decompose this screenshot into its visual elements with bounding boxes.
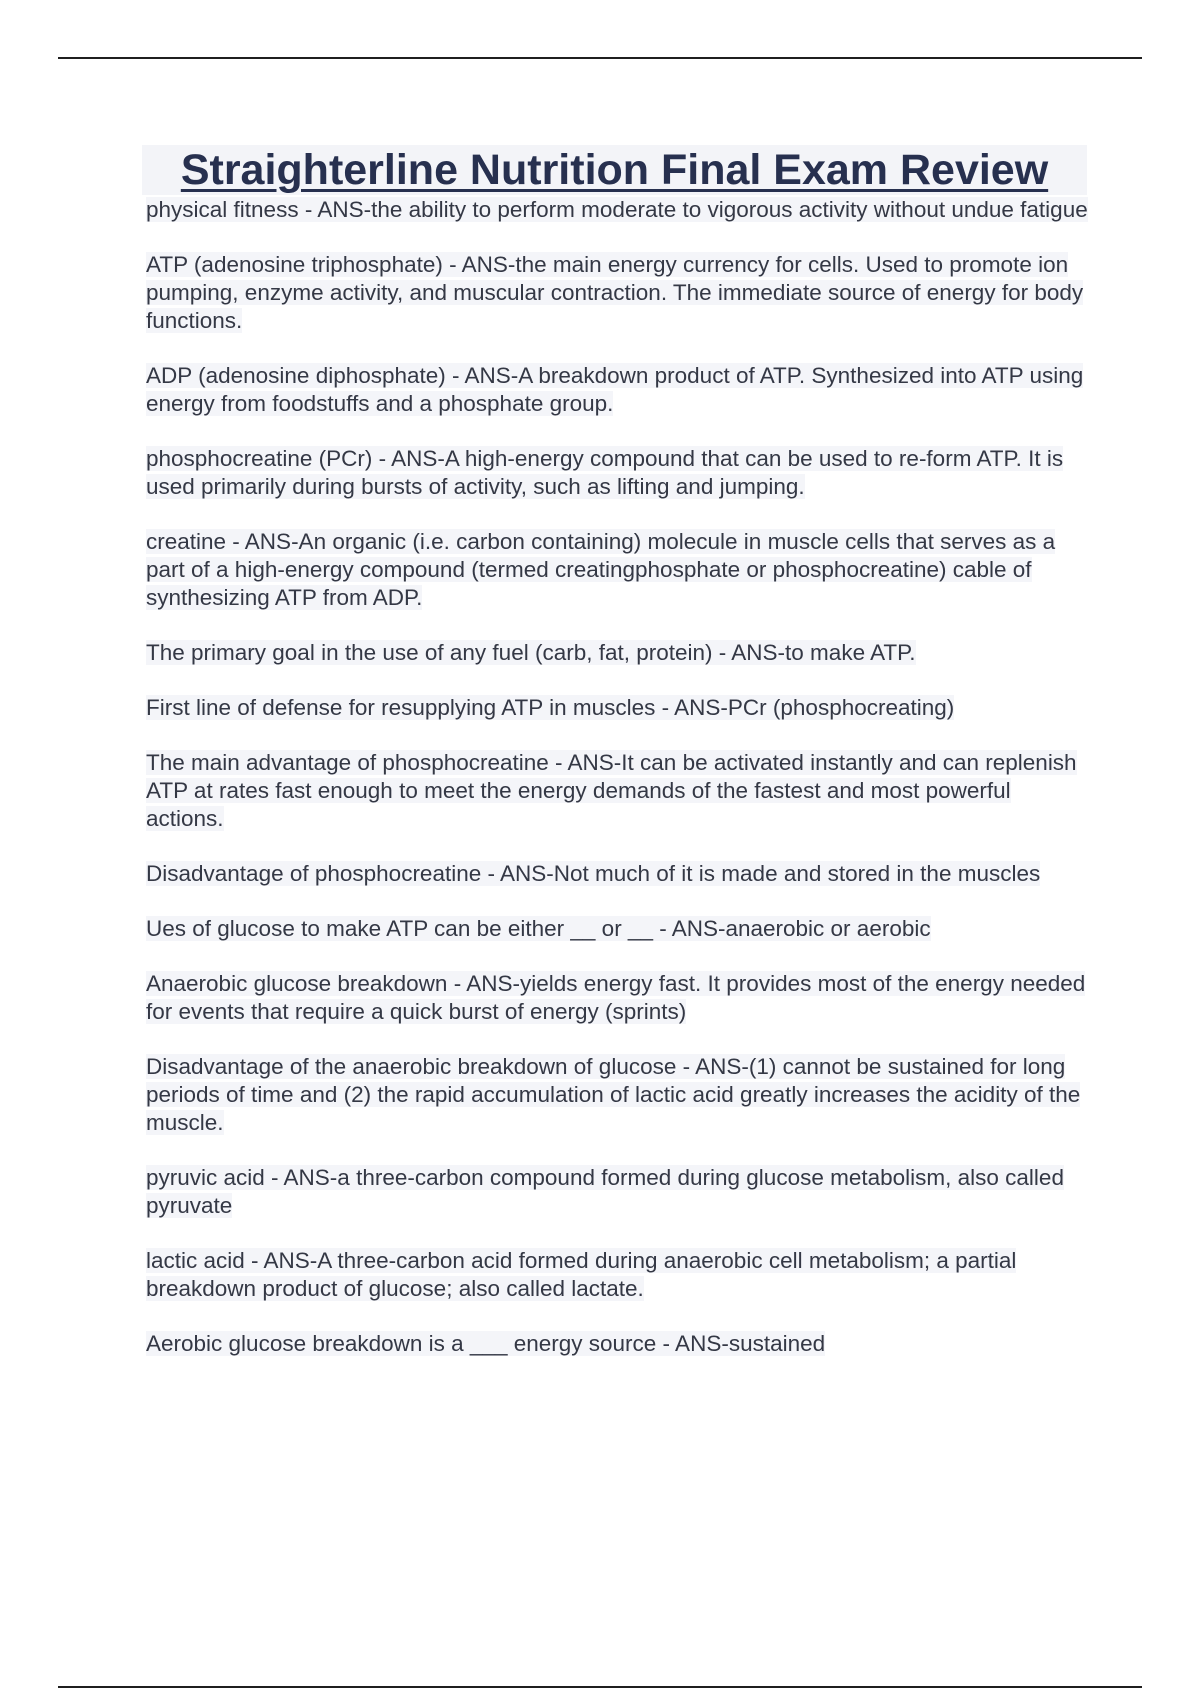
bottom-divider (58, 1686, 1142, 1688)
entry-primary-goal-fuel: The primary goal in the use of any fuel (carb, fat, protein) - ANS-to make ATP. (146, 640, 916, 665)
entry-lactic-acid: lactic acid - ANS-A three-carbon acid formed during anaerobic cell metabolism; a partial breakdown product of glucose; also called lactate. (146, 1248, 1017, 1301)
entry-pcr-disadvantage: Disadvantage of phosphocreatine - ANS-Not much of it is made and stored in the muscles (146, 861, 1041, 886)
entry-first-line-defense: First line of defense for resupplying ATP in muscles - ANS-PCr (phosphocreating) (146, 695, 955, 720)
entry-pyruvic-acid: pyruvic acid - ANS-a three-carbon compound formed during glucose metabolism, also called pyruvate (146, 1165, 1064, 1218)
title-banner (142, 145, 1087, 195)
entry-physical-fitness: physical fitness - ANS-the ability to perform moderate to vigorous activity without undue fatigue (146, 197, 1088, 222)
entry-anaerobic-disadvantage: Disadvantage of the anaerobic breakdown of glucose - ANS-(1) cannot be sustained for long periods of time and (2) the rapid accumulation of lactic acid greatly increases the acidity of the muscle. (146, 1054, 1081, 1135)
review-entries (146, 196, 1092, 1385)
page-title: Straighterline Nutrition Final Exam Review (180, 146, 1049, 194)
entry-anaerobic-breakdown: Anaerobic glucose breakdown - ANS-yields energy fast. It provides most of the energy needed for events that require a quick burst of energy (sprints) (146, 971, 1086, 1024)
entry-phosphocreatine: phosphocreatine (PCr) - ANS-A high-energy compound that can be used to re-form ATP. It is used primarily during bursts of activity, such as lifting and jumping. (146, 446, 1064, 499)
entry-glucose-use: Ues of glucose to make ATP can be either __ or __ - ANS-anaerobic or aerobic (146, 916, 931, 941)
entry-adp: ADP (adenosine diphosphate) - ANS-A breakdown product of ATP. Synthesized into ATP using energy from foodstuffs and a phosphate group. (146, 363, 1084, 416)
top-divider (58, 57, 1142, 59)
entry-aerobic-breakdown: Aerobic glucose breakdown is a ___ energy source - ANS-sustained (146, 1331, 826, 1356)
entry-atp: ATP (adenosine triphosphate) - ANS-the main energy currency for cells. Used to promote ion pumping, enzyme activity, and muscular contraction. The immediate source of energy for body functions. (146, 252, 1084, 333)
entry-creatine: creatine - ANS-An organic (i.e. carbon containing) molecule in muscle cells that serves as a part of a high-energy compound (termed creatingphosphate or phosphocreatine) cable of synthesizing ATP from ADP. (146, 529, 1056, 610)
entry-pcr-advantage: The main advantage of phosphocreatine - ANS-It can be activated instantly and can replenish ATP at rates fast enough to meet the energy demands of the fastest and most powerful actions. (146, 750, 1077, 831)
